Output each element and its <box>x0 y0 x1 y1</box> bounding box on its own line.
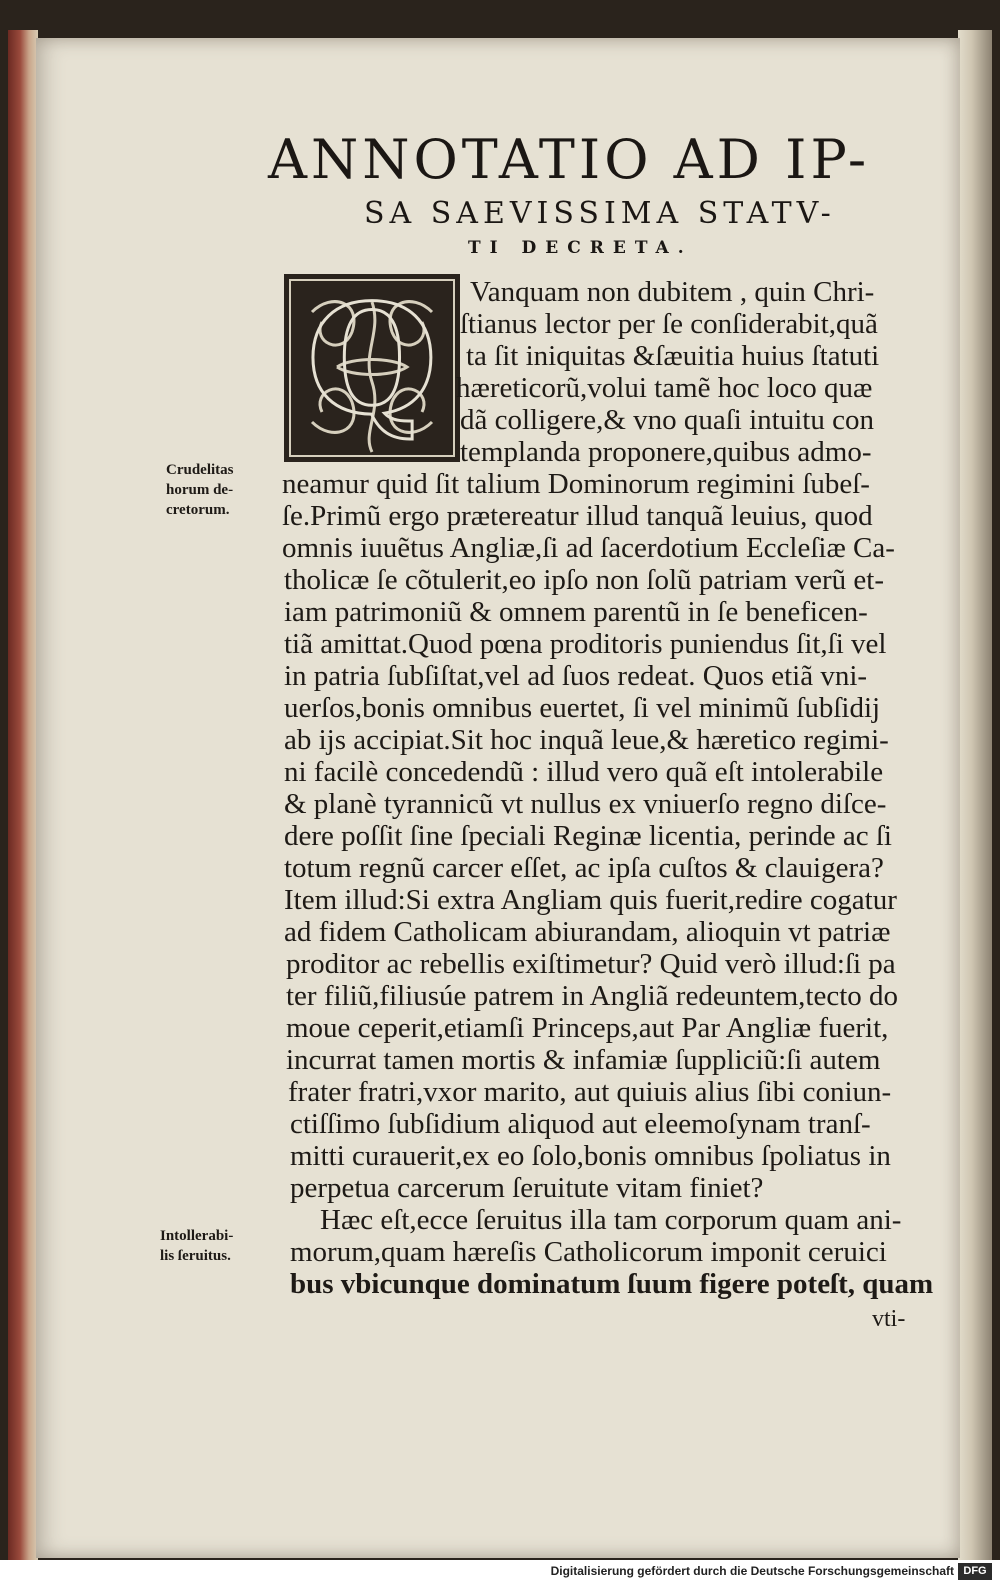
margin-note-line: horum de- <box>166 482 234 498</box>
margin-note-line: lis ſeruitus. <box>160 1248 231 1264</box>
body-line: Vanquam non dubitem , quin Chri- <box>470 276 875 308</box>
footer-credit: Digitalisierung gefördert durch die Deutsche Forschungsgemeinschaft <box>550 1564 954 1578</box>
body-line: & planè tyrannicũ vt nullus ex vniuerſo regno diſce- <box>284 788 887 820</box>
body-line: ta ſit iniquitas &ſæuitia huius ſtatuti <box>466 340 880 372</box>
book-right-edge <box>958 30 992 1560</box>
body-line: dere poſſit ſine ſpeciali Reginæ licentia, perinde ac ſi <box>284 820 892 852</box>
body-line: proditor ac rebellis exiſtimetur? Quid verò illud:ſi pa <box>286 948 896 980</box>
body-line: Hæc eſt,ecce ſeruitus illa tam corporum quam ani- <box>320 1204 902 1236</box>
body-line: dã colligere,& vno quaſi intuitu con <box>460 404 874 436</box>
body-line: moue ceperit,etiamſi Princeps,aut Par Angliæ fuerit, <box>286 1012 889 1044</box>
body-line: tholicæ ſe cõtulerit,eo ipſo non ſolũ patriam verũ et- <box>284 564 884 596</box>
body-line: ſe.Primũ ergo prætereatur illud tanquã leuius, quod <box>282 500 873 532</box>
body-line: perpetua carcerum ſeruitute vitam finiet? <box>290 1172 764 1204</box>
heading-line-2: SA SAEVISSIMA STATV- <box>364 196 836 231</box>
body-line: iam patrimoniũ & omnem parentũ in ſe beneficen- <box>284 596 868 628</box>
body-line: morum,quam hæreſis Catholicorum imponit ceruici <box>290 1236 887 1268</box>
body-line: ni facilè concedendũ : illud vero quã eſt intolerabile <box>284 756 884 788</box>
body-line: Item illud:Si extra Angliam quis fuerit,redire cogatur <box>284 884 897 916</box>
heading-line-1: ANNOTATIO AD IP- <box>268 128 871 191</box>
body-line: ctiſſimo ſubſidium aliquod aut eleemoſynam tranſ- <box>290 1108 871 1140</box>
body-line: ter filiũ,filiusúe patrem in Angliã redeuntem,tecto do <box>286 980 899 1012</box>
body-line: mitti curauerit,ex eo ſolo,bonis omnibus ſpoliatus in <box>290 1140 891 1172</box>
body-line: incurrat tamen mortis & infamiæ ſuppliciũ:ſi autem <box>286 1044 881 1076</box>
body-line: templanda proponere,quibus admo- <box>460 436 872 468</box>
body-line: ab ijs accipiat.Sit hoc inquã leue,& hæretico regimi- <box>284 724 889 756</box>
catchword: vti- <box>872 1306 906 1332</box>
body-line: ad fidem Catholicam abiurandam, alioquin vt patriæ <box>284 916 891 948</box>
body-line: uerſos,bonis omnibus euertet, ſi vel minimũ ſubſidij <box>284 692 881 724</box>
initial-letter: Q <box>306 272 438 448</box>
body-line: tiã amittat.Quod pœna proditoris puniendus ſit,ſi vel <box>284 628 887 660</box>
body-line: hæreticorũ,volui tamẽ hoc loco quæ <box>456 372 873 404</box>
dfg-logo: DFG <box>958 1563 992 1580</box>
body-line: bus vbicunque dominatum ſuum figere poteſt, quam <box>290 1268 934 1300</box>
body-line: frater fratri,vxor marito, aut quiuis alius ſibi coniun- <box>288 1076 892 1108</box>
margin-note-line: Crudelitas <box>166 462 234 478</box>
body-line: totum regnũ carcer eſſet, ac ipſa cuſtos & clauigera? <box>284 852 884 884</box>
book-left-edge <box>8 30 38 1560</box>
margin-note-line: cretorum. <box>166 502 230 518</box>
decorated-initial-q <box>282 272 462 464</box>
body-line: omnis iuuẽtus Angliæ,ſi ad ſacerdotium Eccleſiæ Ca- <box>282 532 895 564</box>
heading-line-3: TI DECRETA. <box>468 238 693 258</box>
margin-note-line: Intollerabi- <box>160 1228 234 1244</box>
body-line: in patria ſubſiſtat,vel ad ſuos redeat. Quos etiã vni- <box>284 660 868 692</box>
body-line: neamur quid ſit talium Dominorum regimini ſubeſ- <box>282 468 870 500</box>
body-line: ſtianus lector per ſe conſiderabit,quã <box>460 308 878 340</box>
footer-bar <box>0 1560 1000 1585</box>
